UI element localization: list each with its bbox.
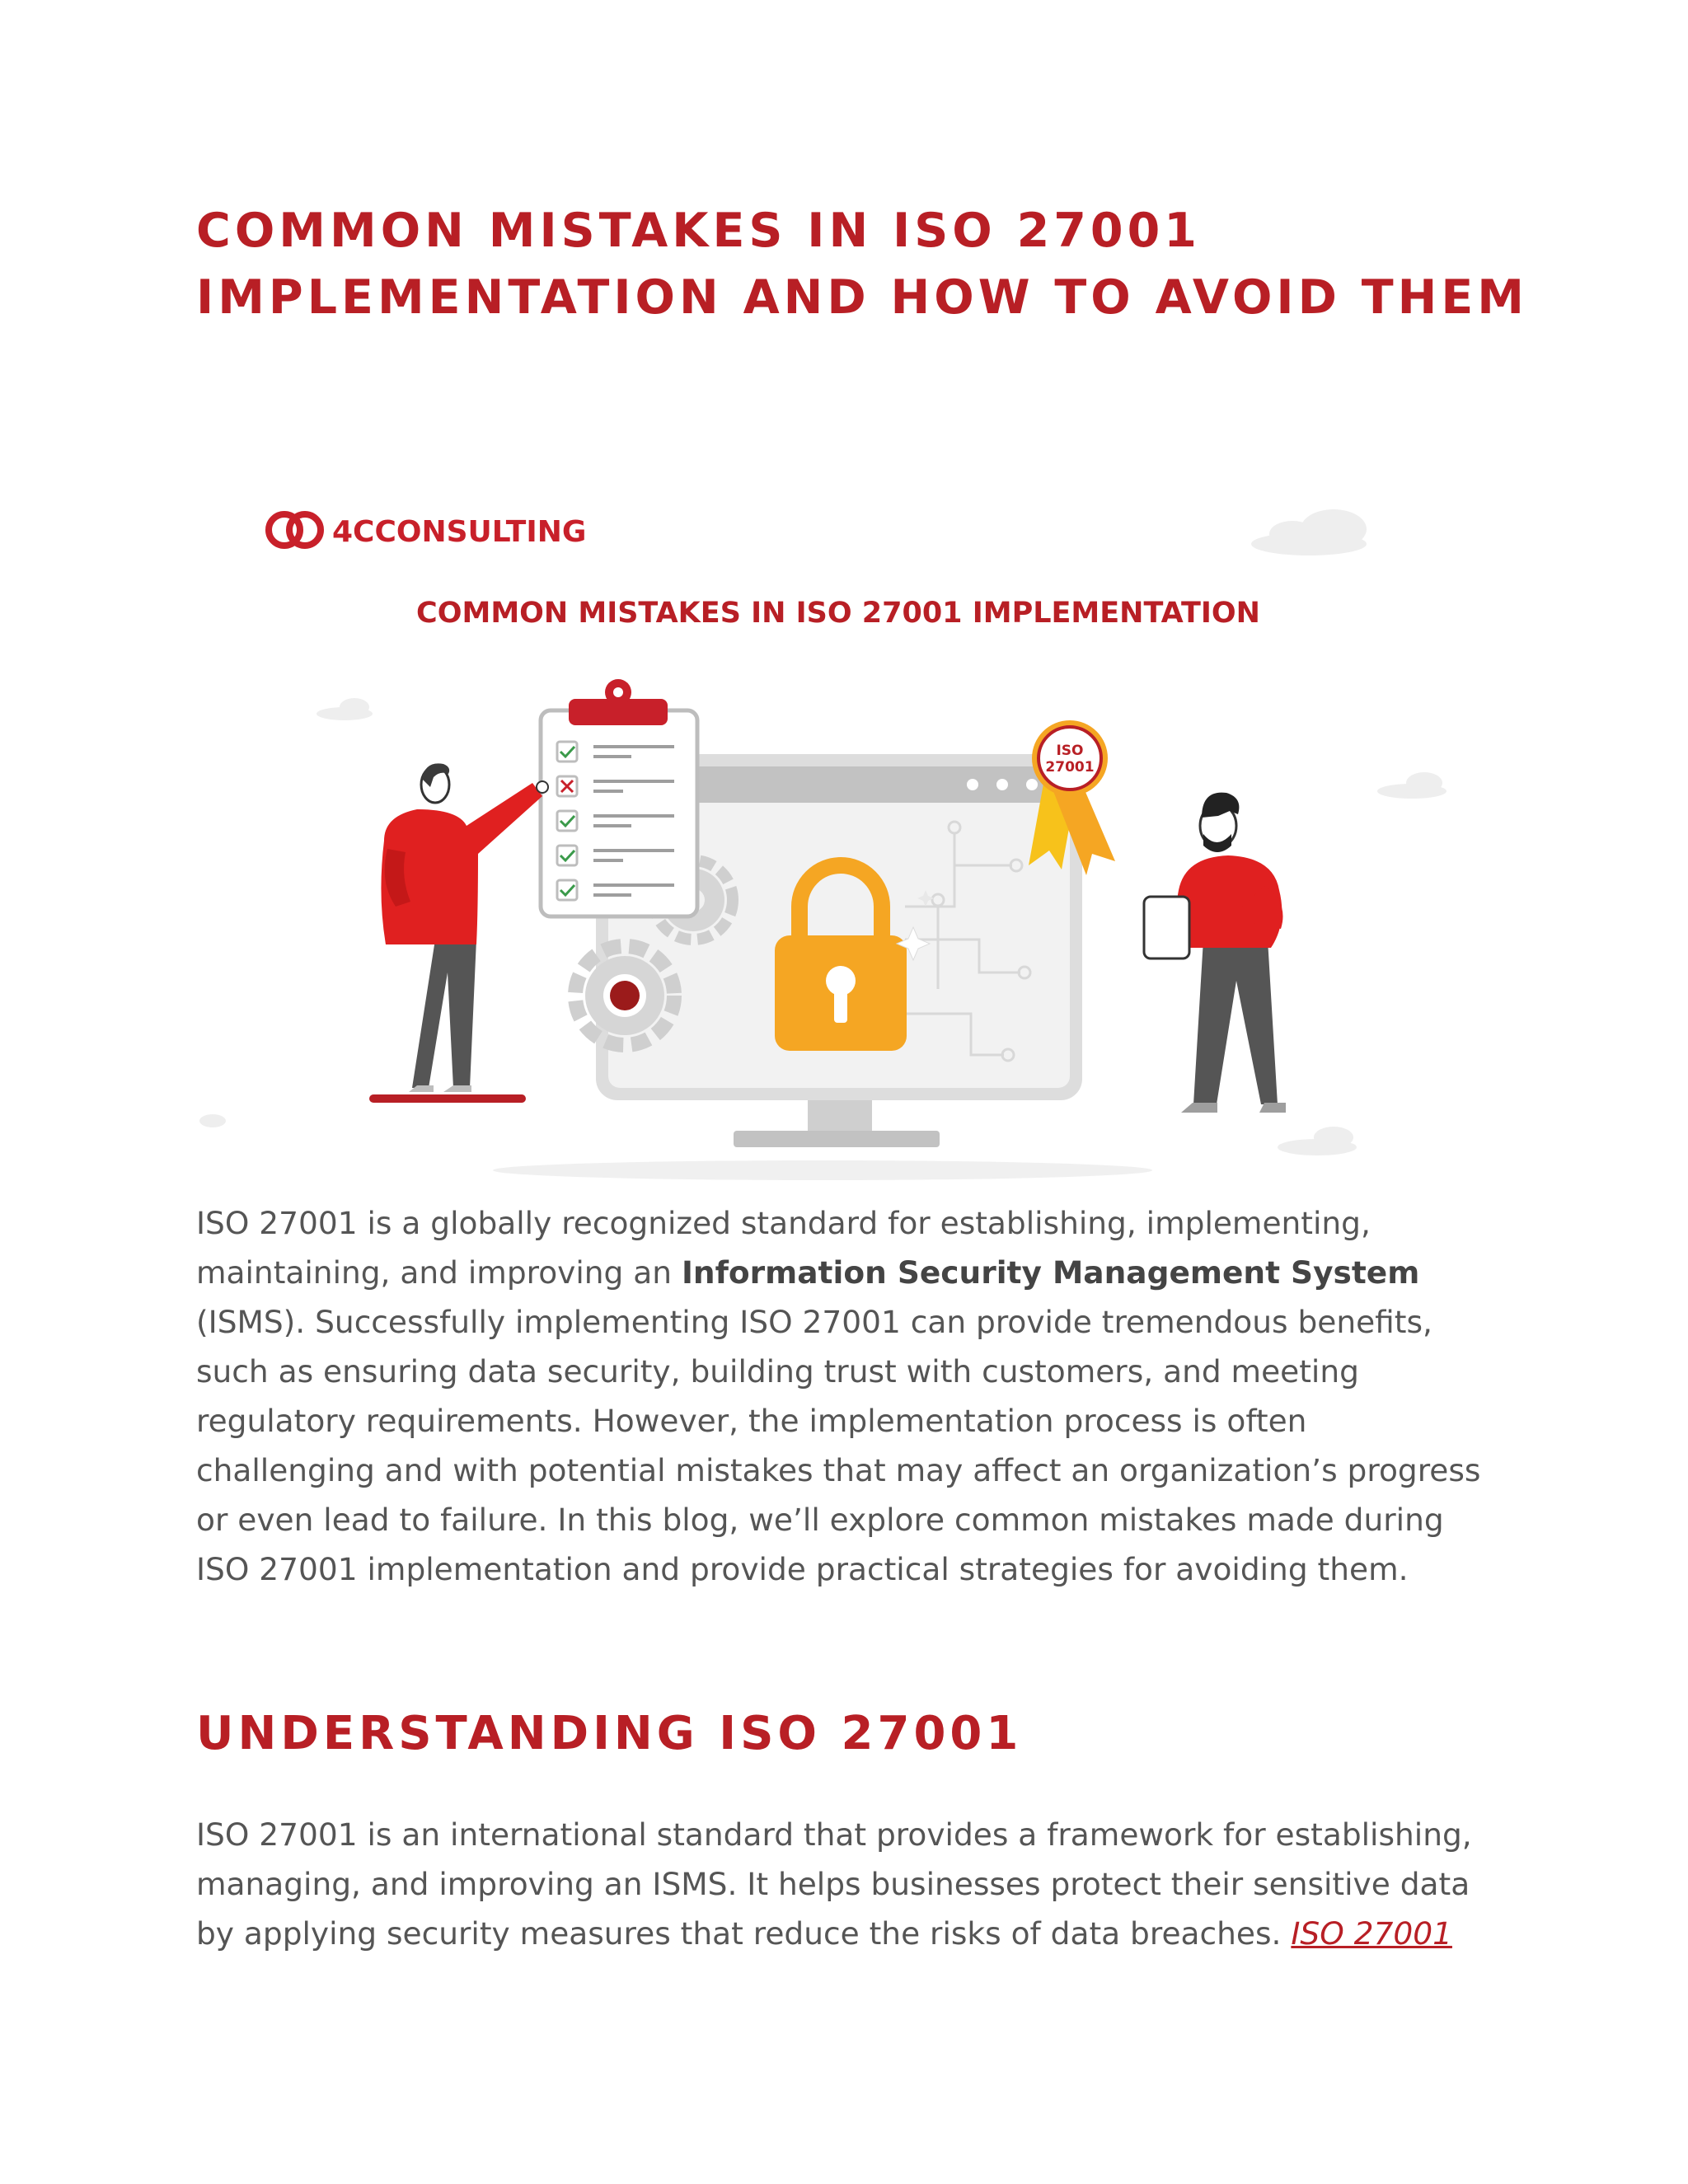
intro-text-end: (ISMS). Successfully implementing ISO 27001 can provide tremendous benefits, such as ensuring data security, building trust with customers, and meeting regulatory requirements. However, the implementation process is often challenging and with potential mistakes that may affect an organization’s progress or even lead to failure. In this blog, we’ll explore common mistakes made during ISO 27001 implementation and provide practical strategies for avoiding them.	[196, 1304, 1481, 1587]
person-pointing-illustration	[369, 763, 548, 1103]
page-title	[196, 198, 1531, 331]
badge-label-number: 27001	[1045, 759, 1095, 776]
cloud-icon	[199, 1114, 226, 1127]
brand-logo	[269, 514, 586, 549]
page-title-line-1: COMMON MISTAKES IN ISO 27001	[196, 204, 1201, 258]
person-with-tablet-illustration	[1144, 793, 1286, 1113]
cloud-icon	[316, 698, 373, 720]
cloud-icon	[1278, 1127, 1357, 1155]
cloud-icon	[1251, 509, 1367, 555]
page-title-line-2: IMPLEMENTATION AND HOW TO AVOID THEM	[196, 270, 1529, 325]
section-heading-understanding: UNDERSTANDING ISO 27001	[196, 1707, 1023, 1760]
gear-icon	[575, 946, 674, 1045]
intro-text-start: ISO 27001 is a globally recognized standard for establishing, implementing, maintaining, and improving an	[196, 1205, 1371, 1291]
hero-illustration	[196, 478, 1515, 1203]
banner-title: COMMON MISTAKES IN ISO 27001 IMPLEMENTATION	[416, 597, 1260, 630]
iso-27001-link[interactable]: ISO 27001	[1291, 1915, 1452, 1952]
clipboard-checklist-icon	[541, 679, 697, 916]
understanding-paragraph	[196, 1810, 1482, 1958]
brand-logo-text: 4CCONSULTING	[332, 515, 587, 549]
badge-label-iso: ISO	[1056, 743, 1084, 759]
brand-logo-mark-icon	[269, 514, 321, 546]
cloud-icon	[1377, 772, 1447, 799]
intro-paragraph	[196, 1198, 1482, 1594]
intro-bold-term: Information Security Management System	[681, 1254, 1420, 1291]
understanding-text: ISO 27001 is an international standard that provides a framework for establishing, managing, and improving an ISMS. It helps businesses protect their sensitive data by applying security measures that reduce the risks of data breaches.	[196, 1816, 1472, 1952]
